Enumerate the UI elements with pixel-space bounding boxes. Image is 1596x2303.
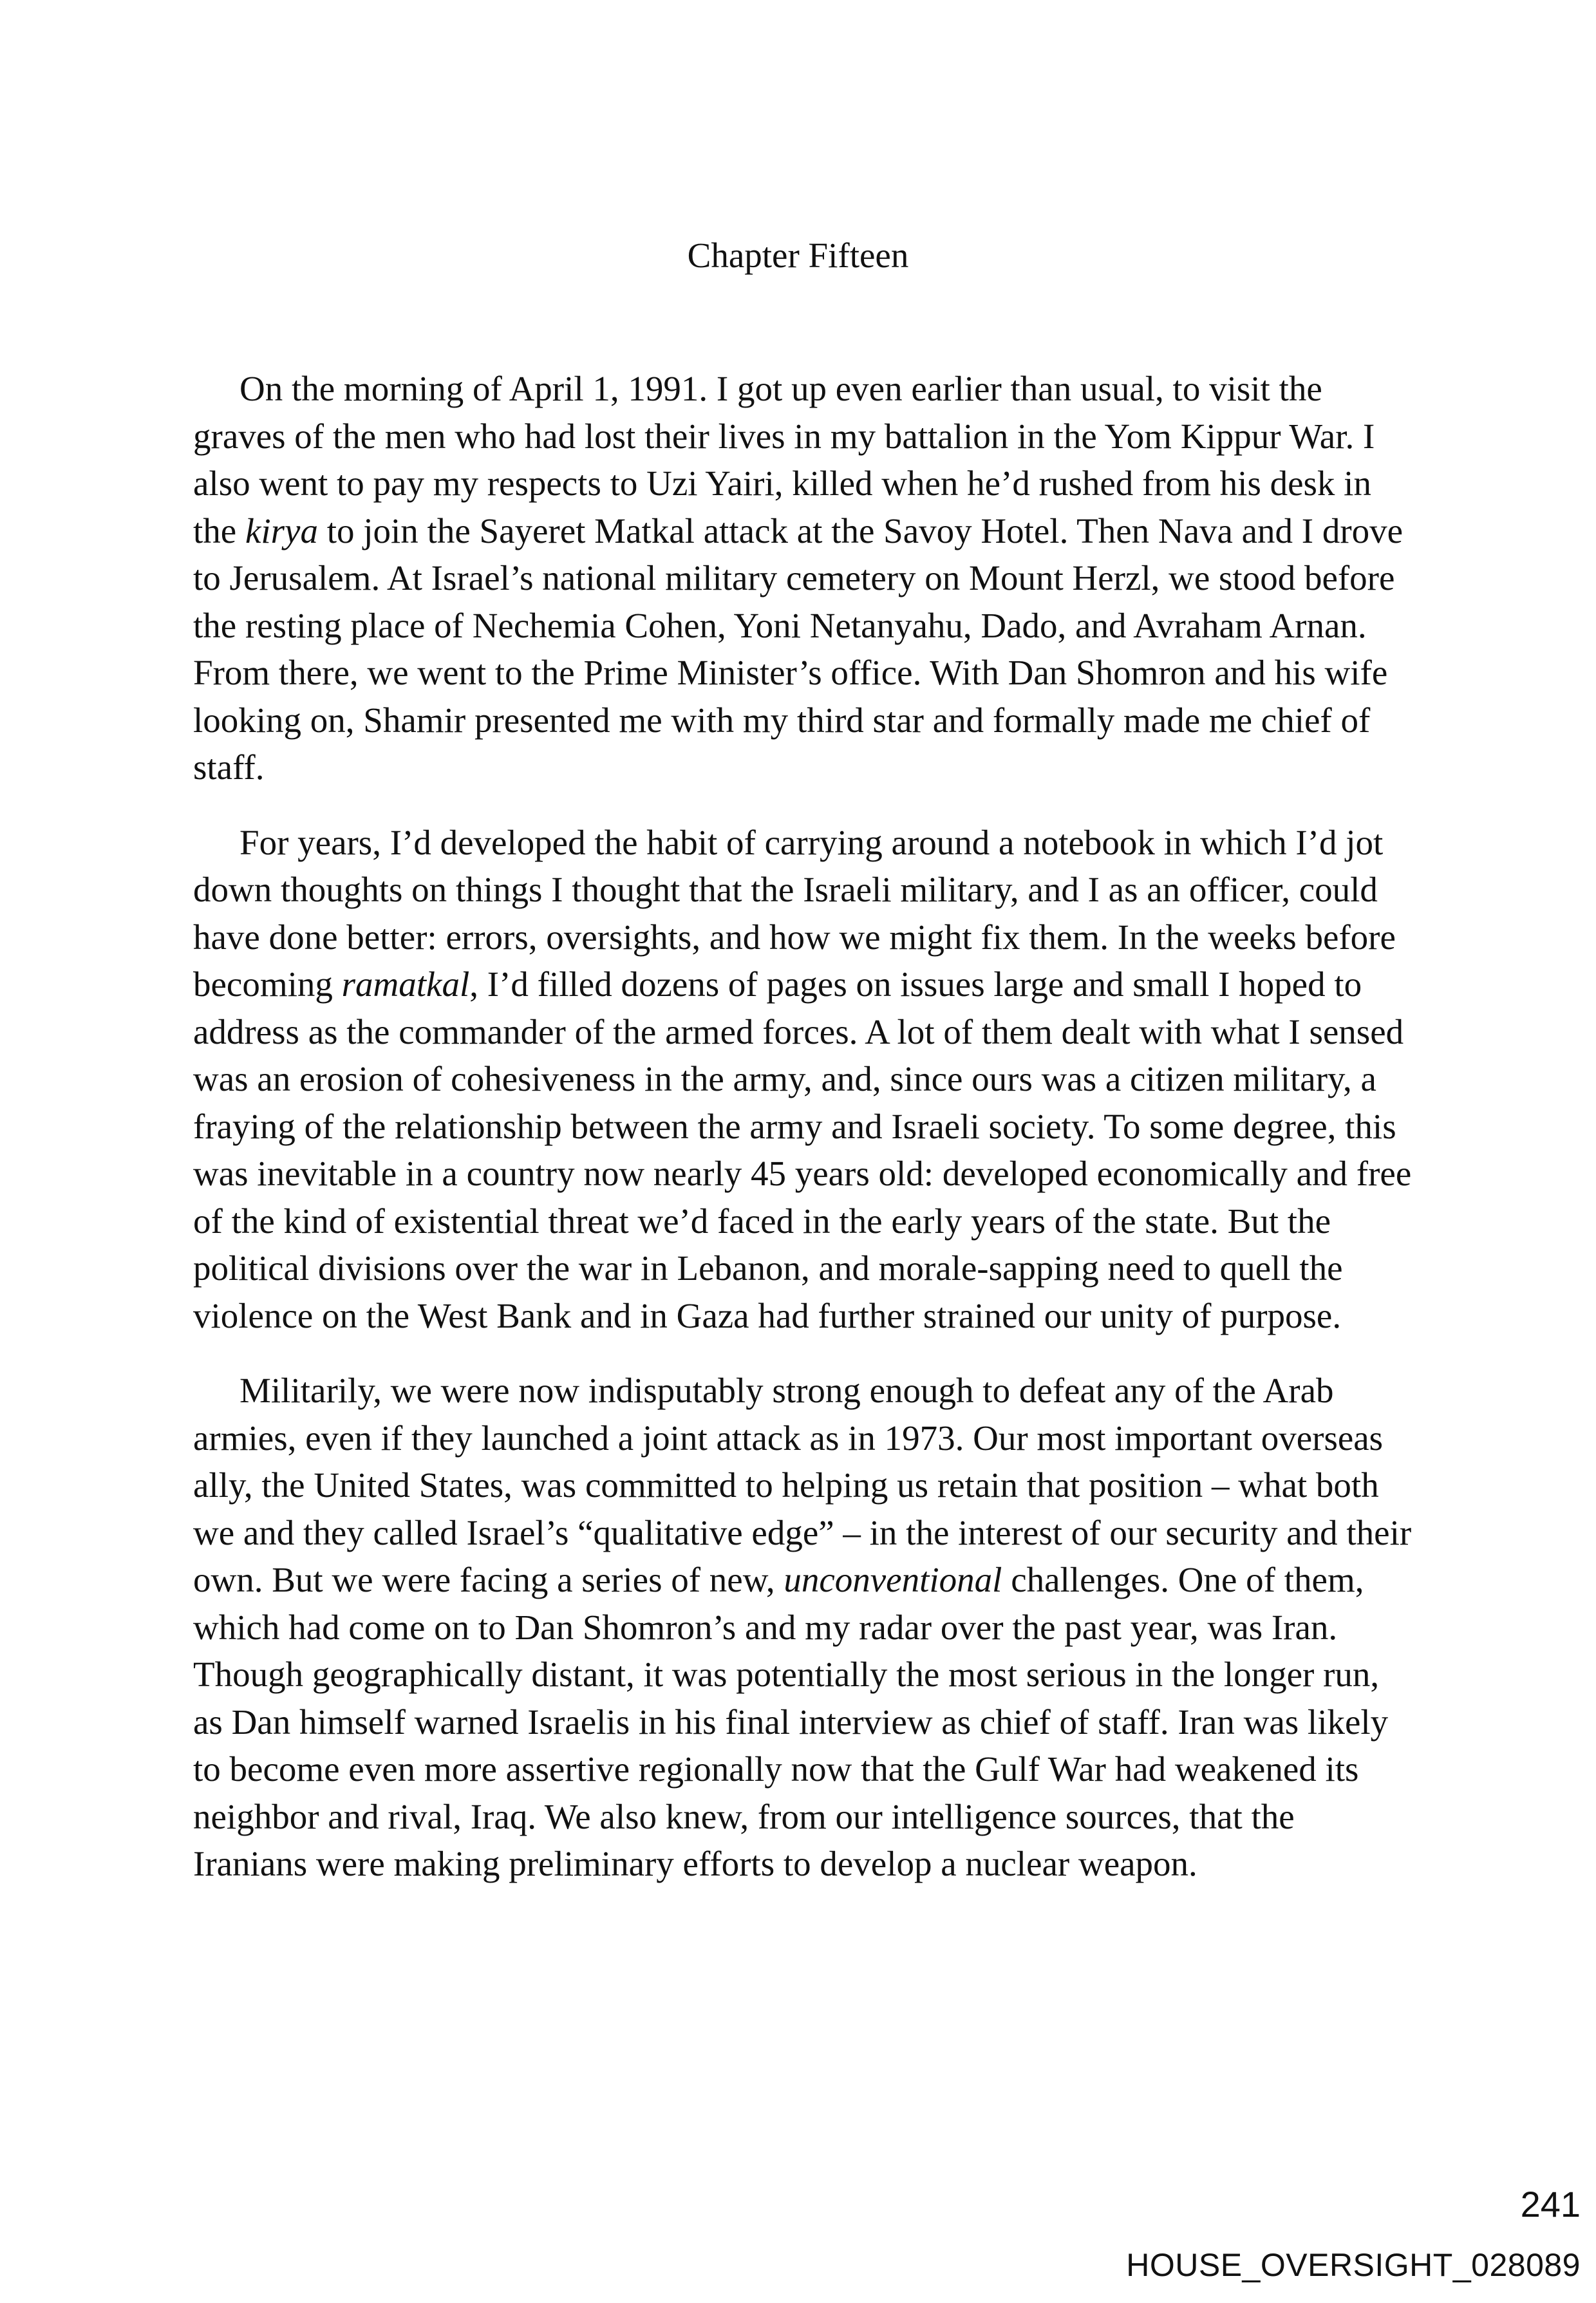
paragraph: Militarily, we were now indisputably strong enough to defeat any of the Arab armies, even if they launched a joint attack as in 1973. Our most important overseas ally, the United States, was committed to helping us retain that position – what both we and they called Israel’s “qualitative edge” – in the interest of our security and their own. But we were facing a series of new, unconventional challenges. One of them, which had come on to Dan Shomron’s and my radar over the past year, was Iran. Though geographically distant, it was potentially the most serious in the longer run, as Dan himself warned Israelis in his final interview as chief of staff. Iran was likely to become even more assertive regionally now that the Gulf War had weakened its neighbor and rival, Iraq. We also knew, from our intelligence sources, that the Iranians were making preliminary efforts to develop a nuclear weapon. (193, 1371, 1412, 1883)
paragraph: For years, I’d developed the habit of carrying around a notebook in which I’d jot down thoughts on things I thought that the Israeli military, and I as an officer, could have done better: errors, oversights, and how we might fix them. In the weeks before becoming ramatkal, I’d filled dozens of pages on issues large and small I hoped to address as the commander of the armed forces. A lot of them dealt with what I sensed was an erosion of cohesiveness in the army, and, since ours was a citizen military, a fraying of the relationship between the army and Israeli society. To some degree, this was inevitable in a country now nearly 45 years old: developed economically and free of the kind of existential threat we’d faced in the early years of the state. But the political divisions over the war in Lebanon, and morale-sapping need to quell the violence on the West Bank and in Gaza had further strained our unity of purpose. (193, 822, 1412, 1335)
bates-stamp: HOUSE_OVERSIGHT_028089 (1126, 2247, 1581, 2283)
body-text (193, 365, 1416, 1915)
page-number: 241 (1520, 2184, 1581, 2224)
italic-term: ramatkal (341, 964, 470, 1004)
italic-term: unconventional (784, 1560, 1002, 1599)
chapter-title: Chapter Fifteen (687, 236, 909, 275)
paragraph: On the morning of April 1, 1991. I got up even earlier than usual, to visit the graves of the men who had lost their lives in my battalion in the Yom Kippur War. I also went to pay my respects to Uzi Yairi, killed when he’d rushed from his desk in the kirya to join the Sayeret Matkal attack at the Savoy Hotel. Then Nava and I drove to Jerusalem. At Israel’s national military cemetery on Mount Herzl, we stood before the resting place of Nechemia Cohen, Yoni Netanyahu, Dado, and Avraham Arnan. From there, we went to the Prime Minister’s office. With Dan Shomron and his wife looking on, Shamir presented me with my third star and formally made me chief of staff. (193, 369, 1404, 787)
italic-term: kirya (245, 511, 318, 550)
